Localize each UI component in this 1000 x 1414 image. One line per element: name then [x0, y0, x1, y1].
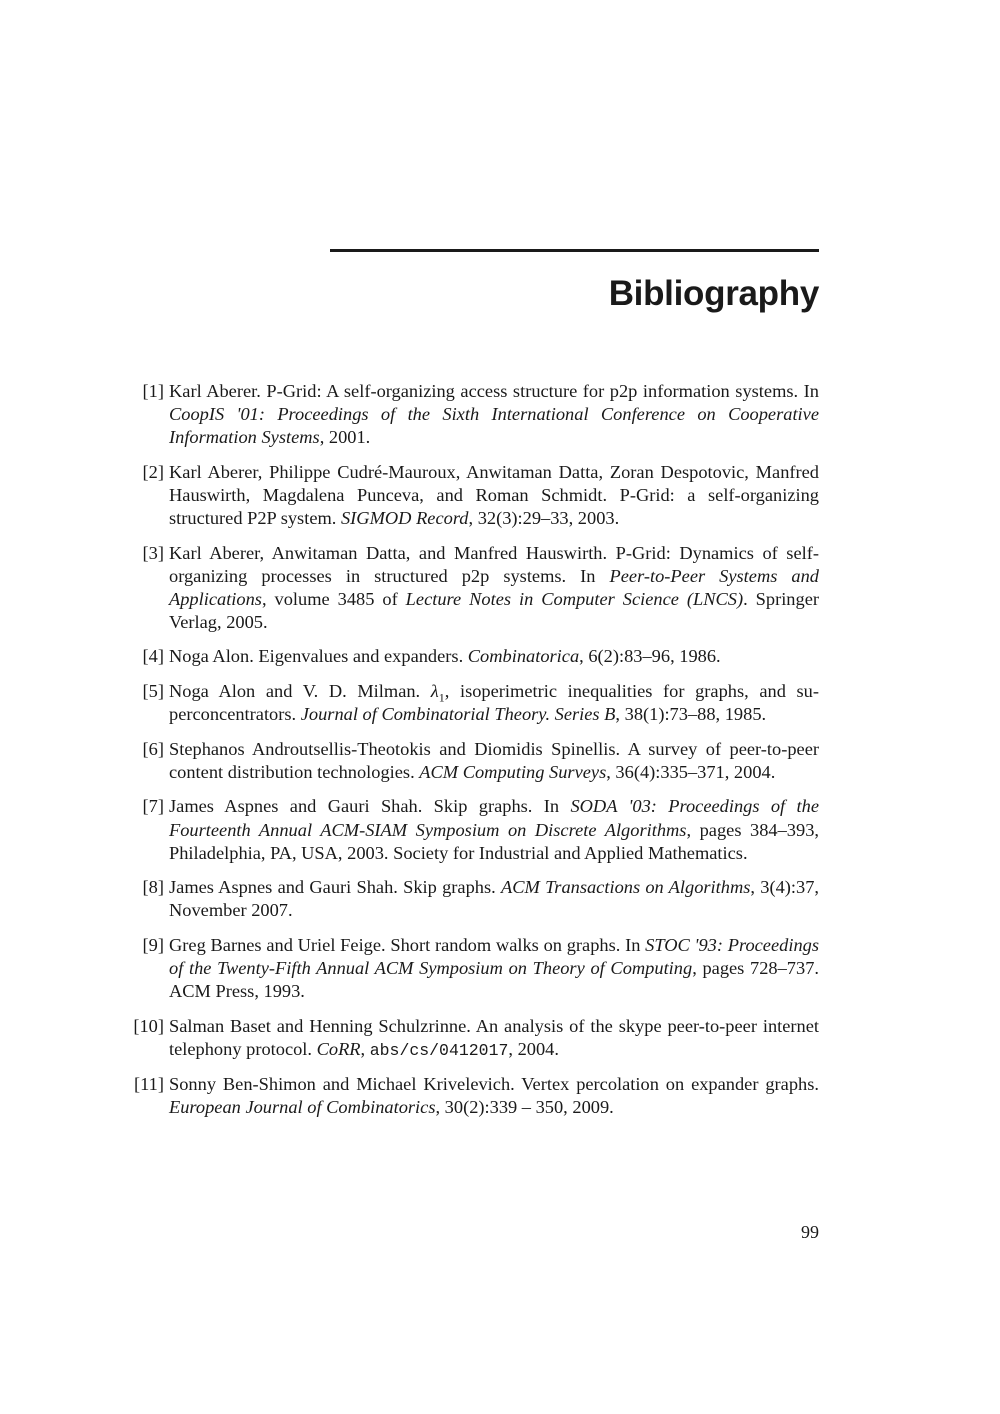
- bib-entry-details: , pages 728–737. ACM Press, 1993.: [169, 957, 819, 1002]
- bib-entry-authors-title: Karl Aberer, Anwitaman Datta, and Manfred Hauswirth. P-Grid: Dynamics of self-organizing processes in structured p2p systems. In: [169, 542, 819, 586]
- bib-entry: [120, 738, 819, 784]
- bib-entry-text: [169, 680, 819, 726]
- bib-entry-authors-title: Sonny Ben-Shimon and Michael Krivelevich. Vertex percolation on expander graphs.: [169, 1074, 819, 1095]
- bib-entry-number: [8]: [142, 877, 164, 898]
- bib-entry-details: , 32(3):29–33, 2003.: [468, 507, 620, 528]
- bib-entry-text: [169, 876, 819, 922]
- bib-entry-text: [169, 542, 819, 634]
- bib-entry-number: [4]: [142, 646, 164, 667]
- bib-entry-details: , 30(2):339 – 350, 2009.: [435, 1097, 614, 1118]
- bib-entry-number: [10]: [133, 1015, 164, 1036]
- bib-entry-venue: CoRR: [316, 1038, 361, 1059]
- math-lambda-symbol: λ: [430, 681, 439, 702]
- chapter-title: Bibliography: [608, 274, 819, 313]
- bib-entry: [120, 795, 819, 864]
- bib-entry-venue: ACM Computing Surveys: [419, 761, 607, 782]
- bib-entry-authors: Noga Alon and V. D. Milman.: [169, 681, 431, 702]
- bib-entry-number: [11]: [134, 1074, 164, 1095]
- bib-entry-number: [6]: [142, 738, 164, 759]
- bib-entry-authors-title: Karl Aberer, Philippe Cudré-Mauroux, Anwitaman Datta, Zoran Despotovic, Manfred Hauswirth, Magdalena Punceva, and Roman Schmidt. P-Grid: a self-organizing structured P2P system.: [169, 461, 819, 528]
- bib-entry-text: [169, 645, 819, 668]
- chapter-rule: [330, 249, 819, 252]
- bib-entry-number: [7]: [142, 796, 164, 817]
- bib-entry-venue: CoopIS '01: Proceedings of the Sixth International Conference on Cooperative Information Systems: [169, 404, 819, 448]
- bib-entry-authors-title: James Aspnes and Gauri Shah. Skip graphs.: [169, 877, 501, 898]
- bib-entry-venue: SODA '03: Proceedings of the Fourteenth Annual ACM-SIAM Symposium on Discrete Algorithms: [169, 796, 819, 840]
- bib-entry-authors-title: Karl Aberer. P-Grid: A self-organizing access structure for p2p information systems. In: [169, 381, 819, 401]
- bib-entry-series: Lecture Notes in Computer Science (LNCS): [405, 588, 744, 609]
- bib-entry-details: , 2001.: [319, 427, 371, 448]
- bib-entry: [120, 461, 819, 530]
- bib-entry-authors-title: James Aspnes and Gauri Shah. Skip graphs. In: [169, 796, 571, 817]
- bib-entry-authors-title: Greg Barnes and Uriel Feige. Short random walks on graphs. In: [169, 934, 646, 955]
- bib-entry: [120, 934, 819, 1003]
- bib-entry-authors-title: Stephanos Androutsellis-Theotokis and Diomidis Spinellis. A survey of peer-to-peer content distribution technologies.: [169, 738, 819, 782]
- bib-entry-details: , 36(4):335–371, 2004.: [606, 761, 776, 782]
- bib-entry-venue: Journal of Combinatorial Theory. Series B: [300, 704, 616, 725]
- bib-entry-venue: European Journal of Combinatorics: [169, 1097, 436, 1118]
- bib-entry-details: , 6(2):83–96, 1986.: [579, 646, 721, 667]
- bib-entry-number: [9]: [142, 934, 164, 955]
- bib-entry: [120, 680, 819, 726]
- bib-entry-text: [169, 738, 819, 784]
- math-subscript: 1: [438, 690, 445, 705]
- bib-entry-venue: ACM Transactions on Algorithms: [501, 877, 751, 898]
- bib-entry-number: [3]: [142, 542, 164, 563]
- bib-entry-text: [169, 1073, 819, 1119]
- bib-entry-separator: ,: [360, 1038, 370, 1059]
- bib-entry: [120, 876, 819, 922]
- bib-entry-authors-title: Salman Baset and Henning Schulzrinne. An analysis of the skype peer-to-peer internet telephony protocol.: [169, 1015, 819, 1059]
- bib-entry-venue: SIGMOD Record: [340, 507, 469, 528]
- bib-entry-text: [169, 795, 819, 864]
- bib-entry: [120, 645, 819, 668]
- bib-entry-details: , volume 3485 of: [261, 588, 406, 609]
- bib-entry-venue: Combinatorica: [467, 646, 580, 667]
- bib-entry: [120, 1073, 819, 1119]
- bib-entry: [120, 542, 819, 634]
- bib-entry-details: , pages 384–393, Philadelphia, PA, USA, 2003. Society for Industrial and Applied Mathematics.: [169, 819, 819, 863]
- bib-entry-venue: STOC '93: Proceedings of the Twenty-Fifth Annual ACM Symposium on Theory of Computing: [169, 934, 819, 978]
- page-number: 99: [801, 1222, 819, 1242]
- bib-entry-details: , 38(1):73–88, 1985.: [615, 704, 767, 725]
- bibliography-list: [120, 380, 819, 1131]
- bib-entry-text: [169, 934, 819, 1003]
- bib-entry-number: [1]: [142, 381, 164, 401]
- bib-entry-details: , 2004.: [508, 1038, 559, 1059]
- bib-entry-authors-title: Noga Alon. Eigenvalues and expanders.: [169, 646, 468, 667]
- bib-entry-number: [2]: [142, 461, 164, 482]
- bib-entry: [120, 1015, 819, 1062]
- bib-entry-text: [169, 1015, 819, 1062]
- bib-entry-venue: Peer-to-Peer Systems and Applications: [169, 565, 820, 609]
- bib-entry: [120, 380, 819, 449]
- bib-entry-text: [169, 461, 819, 530]
- bib-entry-identifier: abs/cs/0412017: [369, 1040, 509, 1060]
- bib-entry-title: , isoperimetric inequalities for graphs, and superconcentrators.: [169, 681, 819, 725]
- bib-entry-text: [169, 380, 819, 449]
- bib-entry-number: [5]: [142, 681, 164, 702]
- bib-entry-publisher: . Springer Verlag, 2005.: [169, 588, 819, 632]
- bib-entry-details: , 3(4):37, November 2007.: [169, 877, 820, 921]
